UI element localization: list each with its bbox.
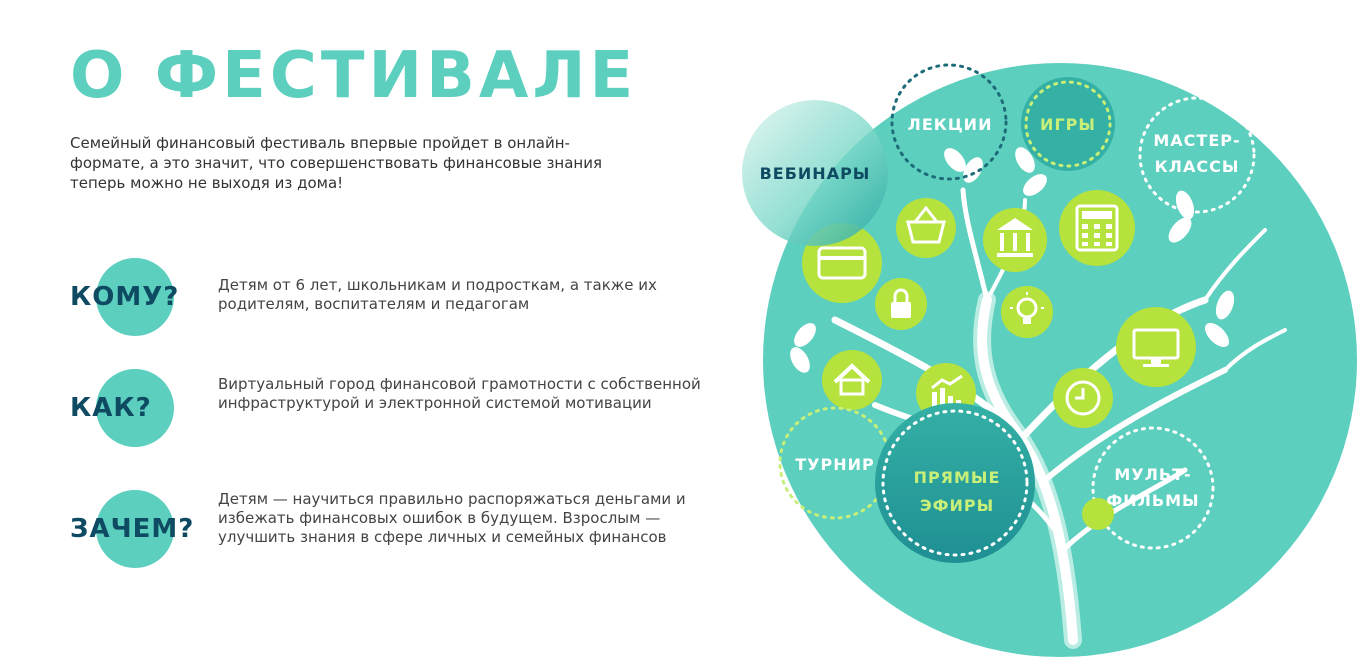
house-icon: [822, 350, 882, 410]
festival-tree-illustration: [725, 50, 1365, 660]
games-label: ИГРЫ: [1040, 115, 1096, 134]
intro-text: Семейный финансовый фестиваль впервые пройдет в онлайн-формате, а это значит, что совершенствовать финансовые знания теперь можно не выходя из дома!: [70, 134, 603, 192]
masterclass-label-line1: МАСТЕР-: [1153, 131, 1241, 150]
page-title: О ФЕСТИВАЛЕ: [70, 39, 638, 113]
masterclass-label-line2: КЛАССЫ: [1154, 157, 1240, 176]
cartoons-label-line2: ФИЛЬМЫ: [1106, 491, 1200, 510]
live-label-line1: ПРЯМЫЕ: [913, 468, 1001, 487]
calculator-icon: [1059, 190, 1135, 266]
answer-text: Детям — научиться правильно распоряжаться деньгами и избежать финансовых ошибок в будущем. Взрослым — улучшить знания в сфере личных и семейных финансов: [218, 490, 686, 546]
cartoons-label-line1: МУЛЬТ-: [1114, 465, 1192, 484]
bank-icon: [983, 208, 1047, 272]
question-label: КАК?: [70, 393, 152, 423]
lightbulb-icon: [1001, 286, 1053, 338]
webinars-bubble[interactable]: [742, 100, 888, 246]
games-bubble[interactable]: [1021, 77, 1115, 171]
live-label-line2: ЭФИРЫ: [919, 496, 995, 515]
lectures-label: ЛЕКЦИИ: [907, 115, 993, 134]
webinars-label: ВЕБИНАРЫ: [759, 164, 871, 183]
monitor-icon: [1116, 307, 1196, 387]
clock-icon: [1053, 368, 1113, 428]
tournament-label: ТУРНИР: [795, 455, 875, 474]
question-label: КОМУ?: [70, 282, 180, 312]
lock-icon: [875, 278, 927, 330]
question-label: ЗАЧЕМ?: [70, 514, 195, 544]
answer-text: Детям от 6 лет, школьникам и подросткам, а также их родителям, воспитателям и педагогам: [218, 276, 657, 313]
basket-icon: [896, 198, 956, 258]
answer-text: Виртуальный город финансовой грамотности с собственной инфраструктурой и электронной системой мотивации: [218, 375, 701, 412]
live-bubble[interactable]: [875, 403, 1035, 563]
